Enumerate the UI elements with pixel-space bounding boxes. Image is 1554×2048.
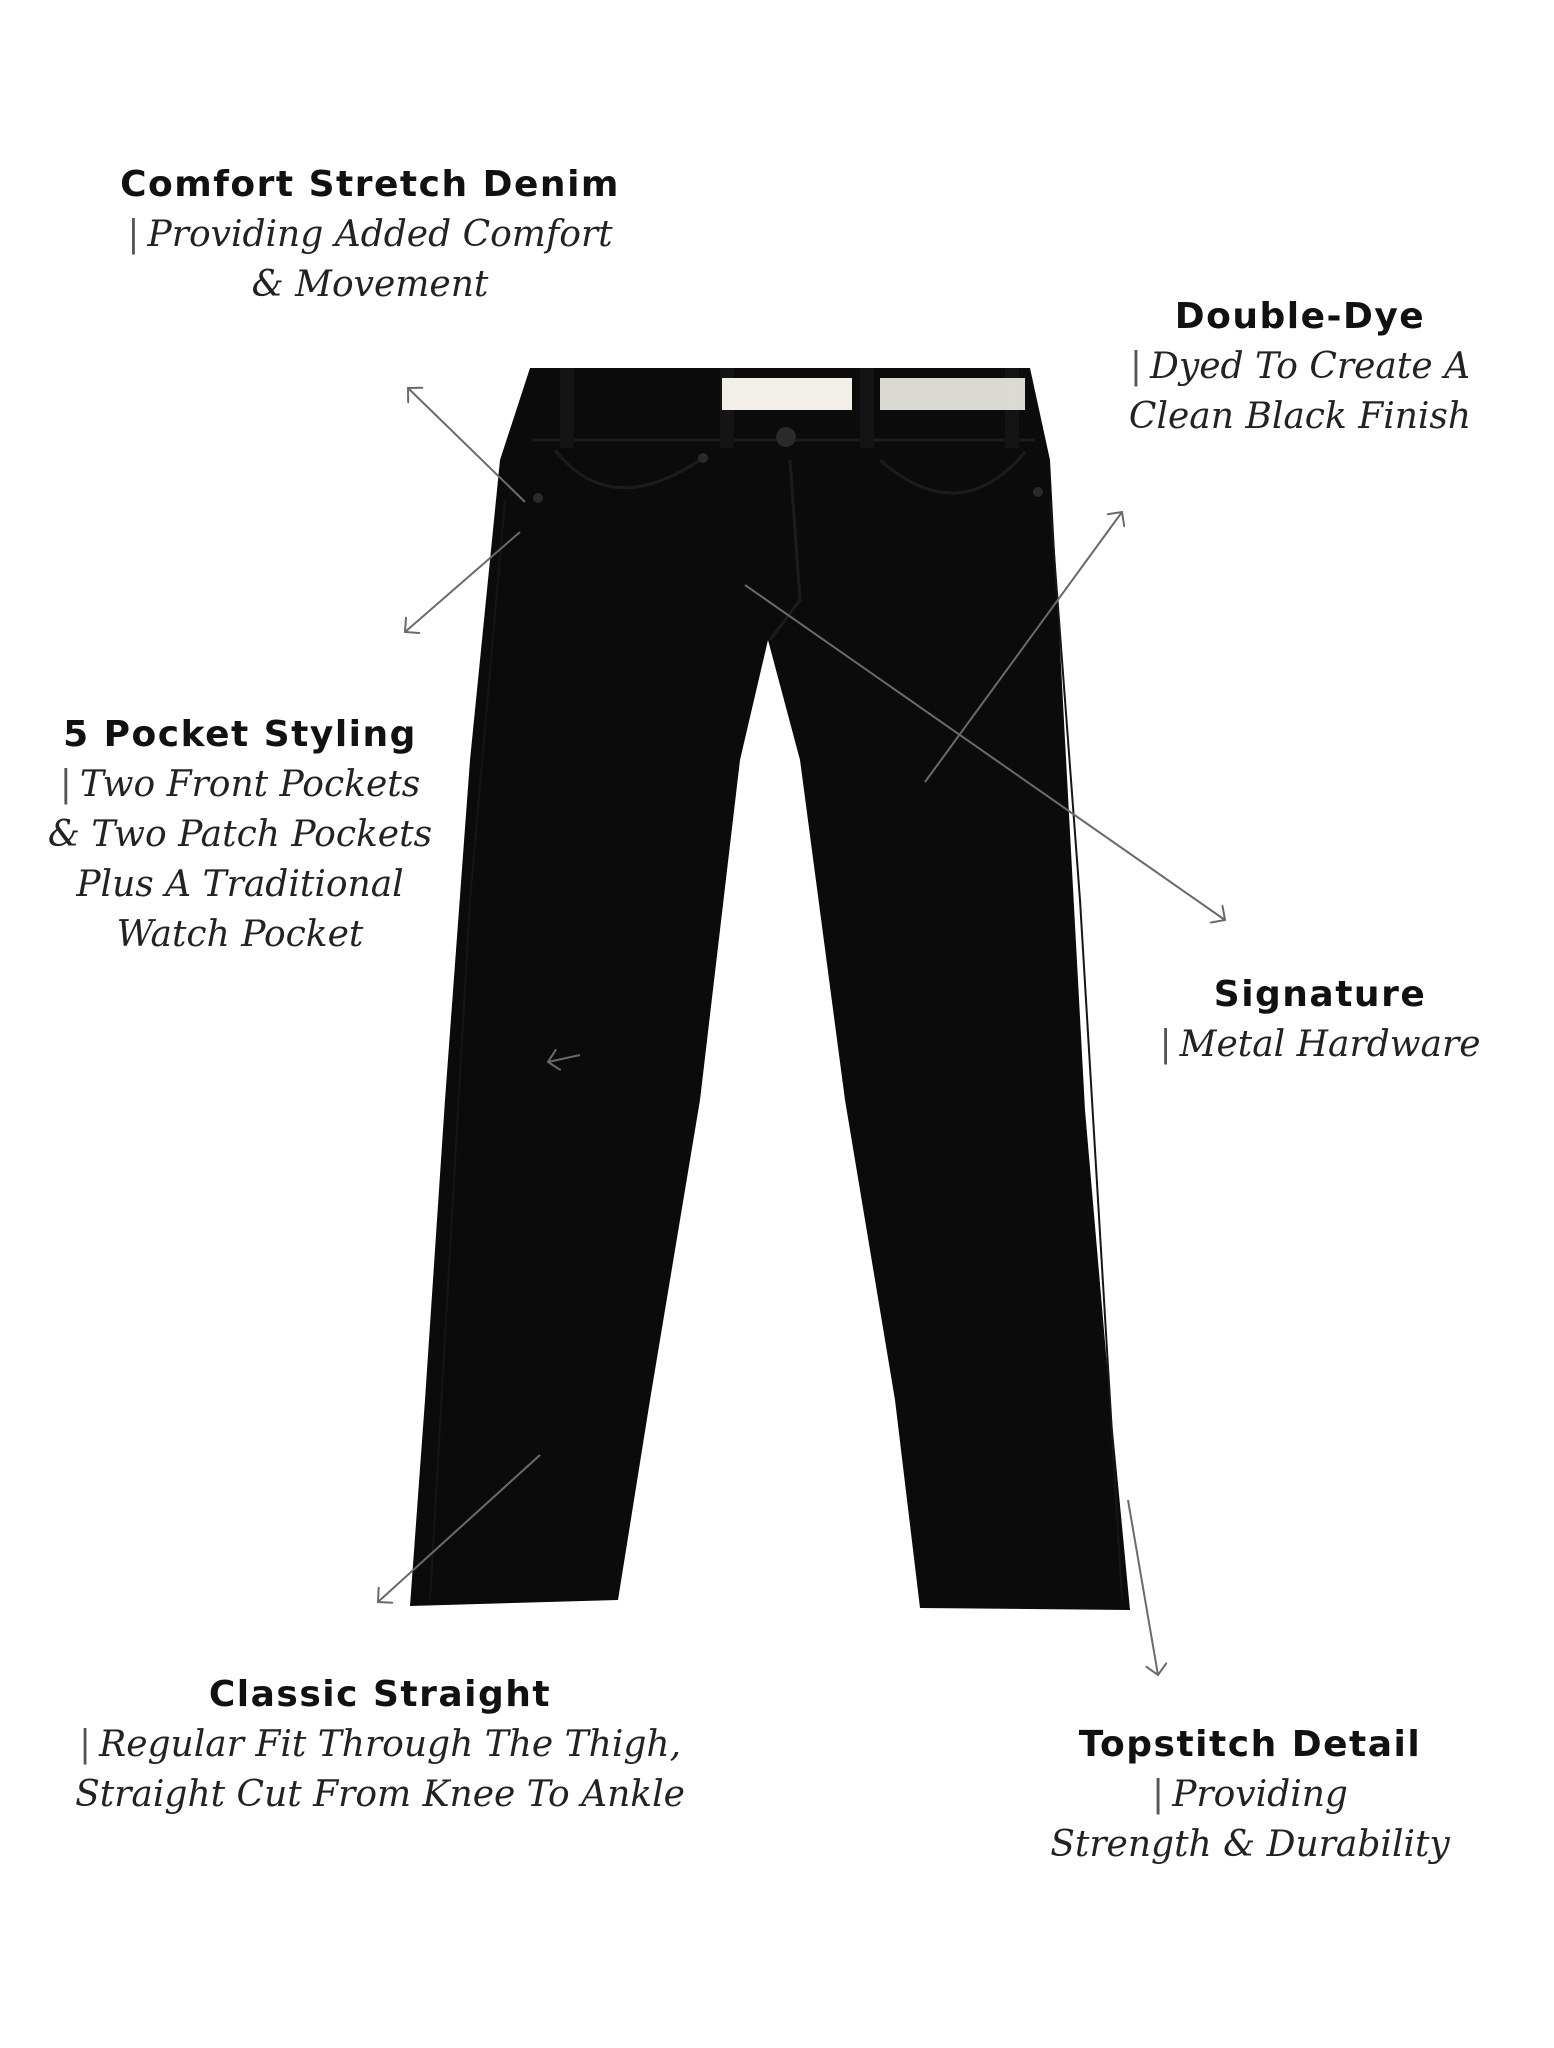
feature-title: Topstitch Detail — [1078, 1724, 1422, 1765]
feature-desc-text: Two Front Pockets & Two Patch Pockets Plus A Traditional Watch Pocket — [47, 764, 433, 955]
feature-description — [20, 1720, 740, 1820]
feature-desc-text: Providing Strength & Durability — [1050, 1774, 1450, 1865]
separator: | — [1159, 1024, 1172, 1065]
feature-description — [90, 210, 650, 310]
separator: | — [1129, 346, 1143, 387]
separator: | — [127, 214, 140, 255]
waistband-label — [880, 378, 1025, 410]
rivet — [1033, 487, 1043, 497]
feature-desc-text: Metal Hardware — [1179, 1024, 1481, 1065]
feature-description — [1090, 342, 1510, 442]
feature-description — [990, 1770, 1510, 1870]
waistband-label — [722, 378, 852, 410]
jeans-body — [410, 368, 1130, 1610]
feature-desc-text: Regular Fit Through The Thigh, Straight Cut From Knee To Ankle — [75, 1724, 685, 1815]
separator: | — [1152, 1774, 1165, 1815]
feature-title: 5 Pocket Styling — [63, 714, 417, 755]
separator: | — [78, 1724, 92, 1765]
feature-classic-straight — [20, 1670, 740, 1820]
feature-comfort-stretch — [90, 160, 650, 310]
rivet — [698, 453, 708, 463]
feature-topstitch — [990, 1720, 1510, 1870]
separator: | — [59, 764, 72, 805]
feature-title: Double-Dye — [1174, 296, 1426, 337]
feature-title: Signature — [1213, 974, 1427, 1015]
belt-loop — [860, 368, 874, 448]
feature-double-dye — [1090, 292, 1510, 442]
feature-description — [1120, 1020, 1520, 1070]
feature-description — [20, 760, 460, 960]
feature-pocket-styling — [20, 710, 460, 960]
rivet — [533, 493, 543, 503]
topstitch-arrow — [1128, 1500, 1158, 1675]
waist-button — [776, 427, 796, 447]
feature-title: Comfort Stretch Denim — [120, 164, 620, 205]
belt-loop — [560, 368, 574, 448]
feature-desc-text: Dyed To Create A Clean Black Finish — [1128, 346, 1472, 437]
feature-signature — [1120, 970, 1520, 1070]
feature-title: Classic Straight — [208, 1674, 552, 1715]
feature-desc-text: Providing Added Comfort & Movement — [147, 214, 613, 305]
